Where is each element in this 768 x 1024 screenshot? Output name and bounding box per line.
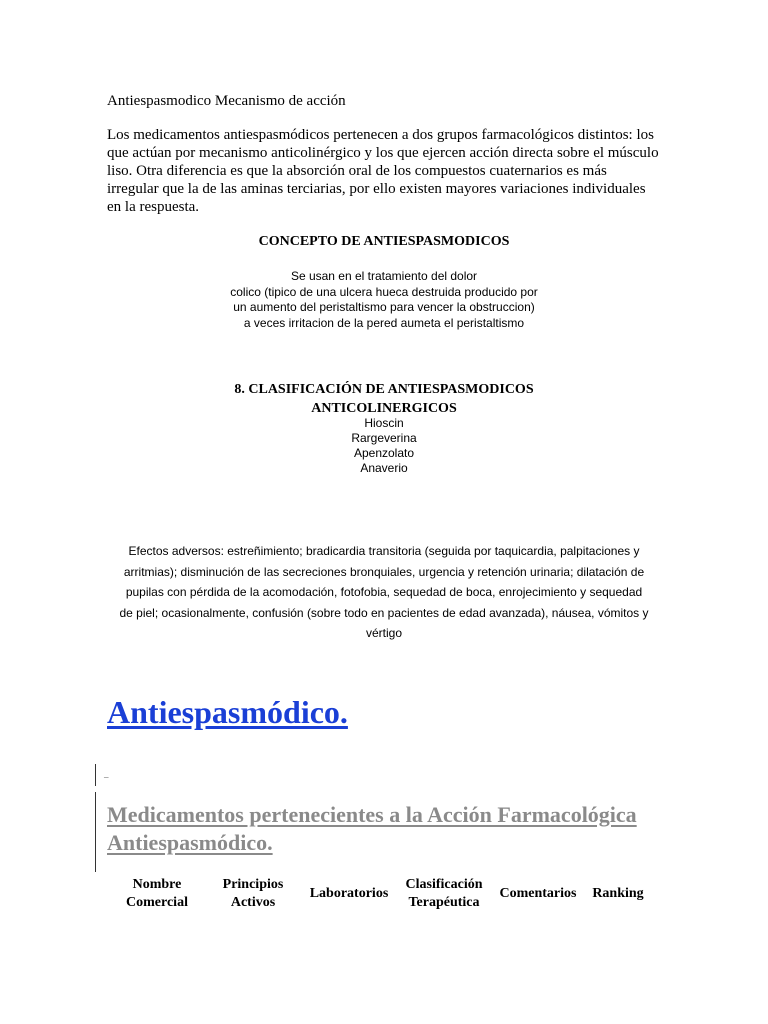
column-header-ranking — [587, 885, 649, 903]
list-item: Anaverio — [360, 461, 408, 475]
concept-heading: CONCEPTO DE ANTIESPASMODICOS — [258, 234, 510, 249]
column-header-laboratorios — [299, 885, 399, 903]
adverse-line: arritmias); disminución de las secreciones bronquiales, urgencia y retención urinaria; dilatación de — [123, 564, 645, 579]
column-header-line: Nombre — [132, 877, 182, 892]
left-divider — [95, 764, 96, 786]
concept-body — [0, 269, 768, 331]
intro-line: que actúan por mecanismo anticolinérgico y los que ejercen acción directa sobre el músculo — [107, 145, 659, 161]
concept-line: un aumento del peristaltismo para vencer la obstruccion) — [233, 300, 535, 314]
adverse-line: de piel; ocasionalmente, confusión (sobre todo en pacientes de edad avanzada), náusea, vómitos y — [119, 605, 649, 620]
adverse-line: pupilas con pérdida de la acomodación, fotofobia, sequedad de boca, enrojecimiento y sequedad — [125, 585, 643, 599]
column-header-line: Laboratorios — [309, 886, 389, 901]
column-header-line: Ranking — [592, 886, 644, 901]
concept-line: colico (tipico de una ulcera hueca destruida producido por — [230, 284, 538, 299]
antiespasmodico-link[interactable]: Antiespasmódico. — [107, 694, 348, 730]
drug-list — [0, 416, 768, 476]
column-header-line: Comercial — [126, 895, 188, 910]
column-header-nombre-comercial — [107, 876, 207, 912]
adverse-line: vértigo — [365, 626, 403, 640]
column-header-principios-activos — [207, 876, 299, 912]
classification-subheading: ANTICOLINERGICOS — [311, 401, 457, 416]
intro-line: en la respuesta. — [107, 199, 200, 215]
adverse-line: Efectos adversos: estreñimiento; bradicardia transitoria (seguida por taquicardia, palpitaciones y — [128, 544, 640, 558]
list-item: Hioscin — [364, 416, 404, 430]
list-item: Apenzolato — [353, 446, 415, 460]
column-header-line: Principios — [222, 877, 284, 892]
list-item: Rargeverina — [351, 431, 417, 445]
medicines-heading-line: Medicamentos pertenecientes a la Acción Farmacológica — [107, 802, 637, 827]
classification-heading — [0, 380, 768, 418]
left-divider — [95, 792, 96, 872]
column-header-line: Activos — [230, 895, 276, 910]
small-dash: – — [104, 772, 109, 782]
medicines-heading[interactable] — [107, 801, 637, 857]
table-header — [107, 876, 667, 912]
column-header-line: Terapéutica — [408, 895, 480, 910]
document-title: Antiespasmodico Mecanismo de acción — [107, 93, 346, 109]
classification-heading-line: 8. CLASIFICACIÓN DE ANTIESPASMODICOS — [234, 382, 534, 397]
column-header-comentarios — [489, 885, 587, 903]
adverse-effects-paragraph — [100, 541, 668, 644]
concept-line: a veces irritacion de la pered aumeta el peristaltismo — [243, 315, 525, 330]
intro-line: liso. Otra diferencia es que la absorción oral de los compuestos cuaternarios es más — [107, 163, 607, 179]
column-header-clasificacion-terapeutica — [399, 876, 489, 912]
column-header-line: Clasificación — [405, 877, 483, 892]
column-header-line: Comentarios — [499, 886, 577, 901]
intro-line: Los medicamentos antiespasmódicos pertenecen a dos grupos farmacológicos distintos: los — [107, 127, 654, 143]
intro-paragraph — [107, 126, 667, 216]
intro-line: irregular que la de las aminas terciarias, por ello existen mayores variaciones individuales — [107, 181, 646, 197]
concept-line: Se usan en el tratamiento del dolor — [290, 269, 478, 283]
medicines-heading-line: Antiespasmódico. — [107, 830, 273, 855]
